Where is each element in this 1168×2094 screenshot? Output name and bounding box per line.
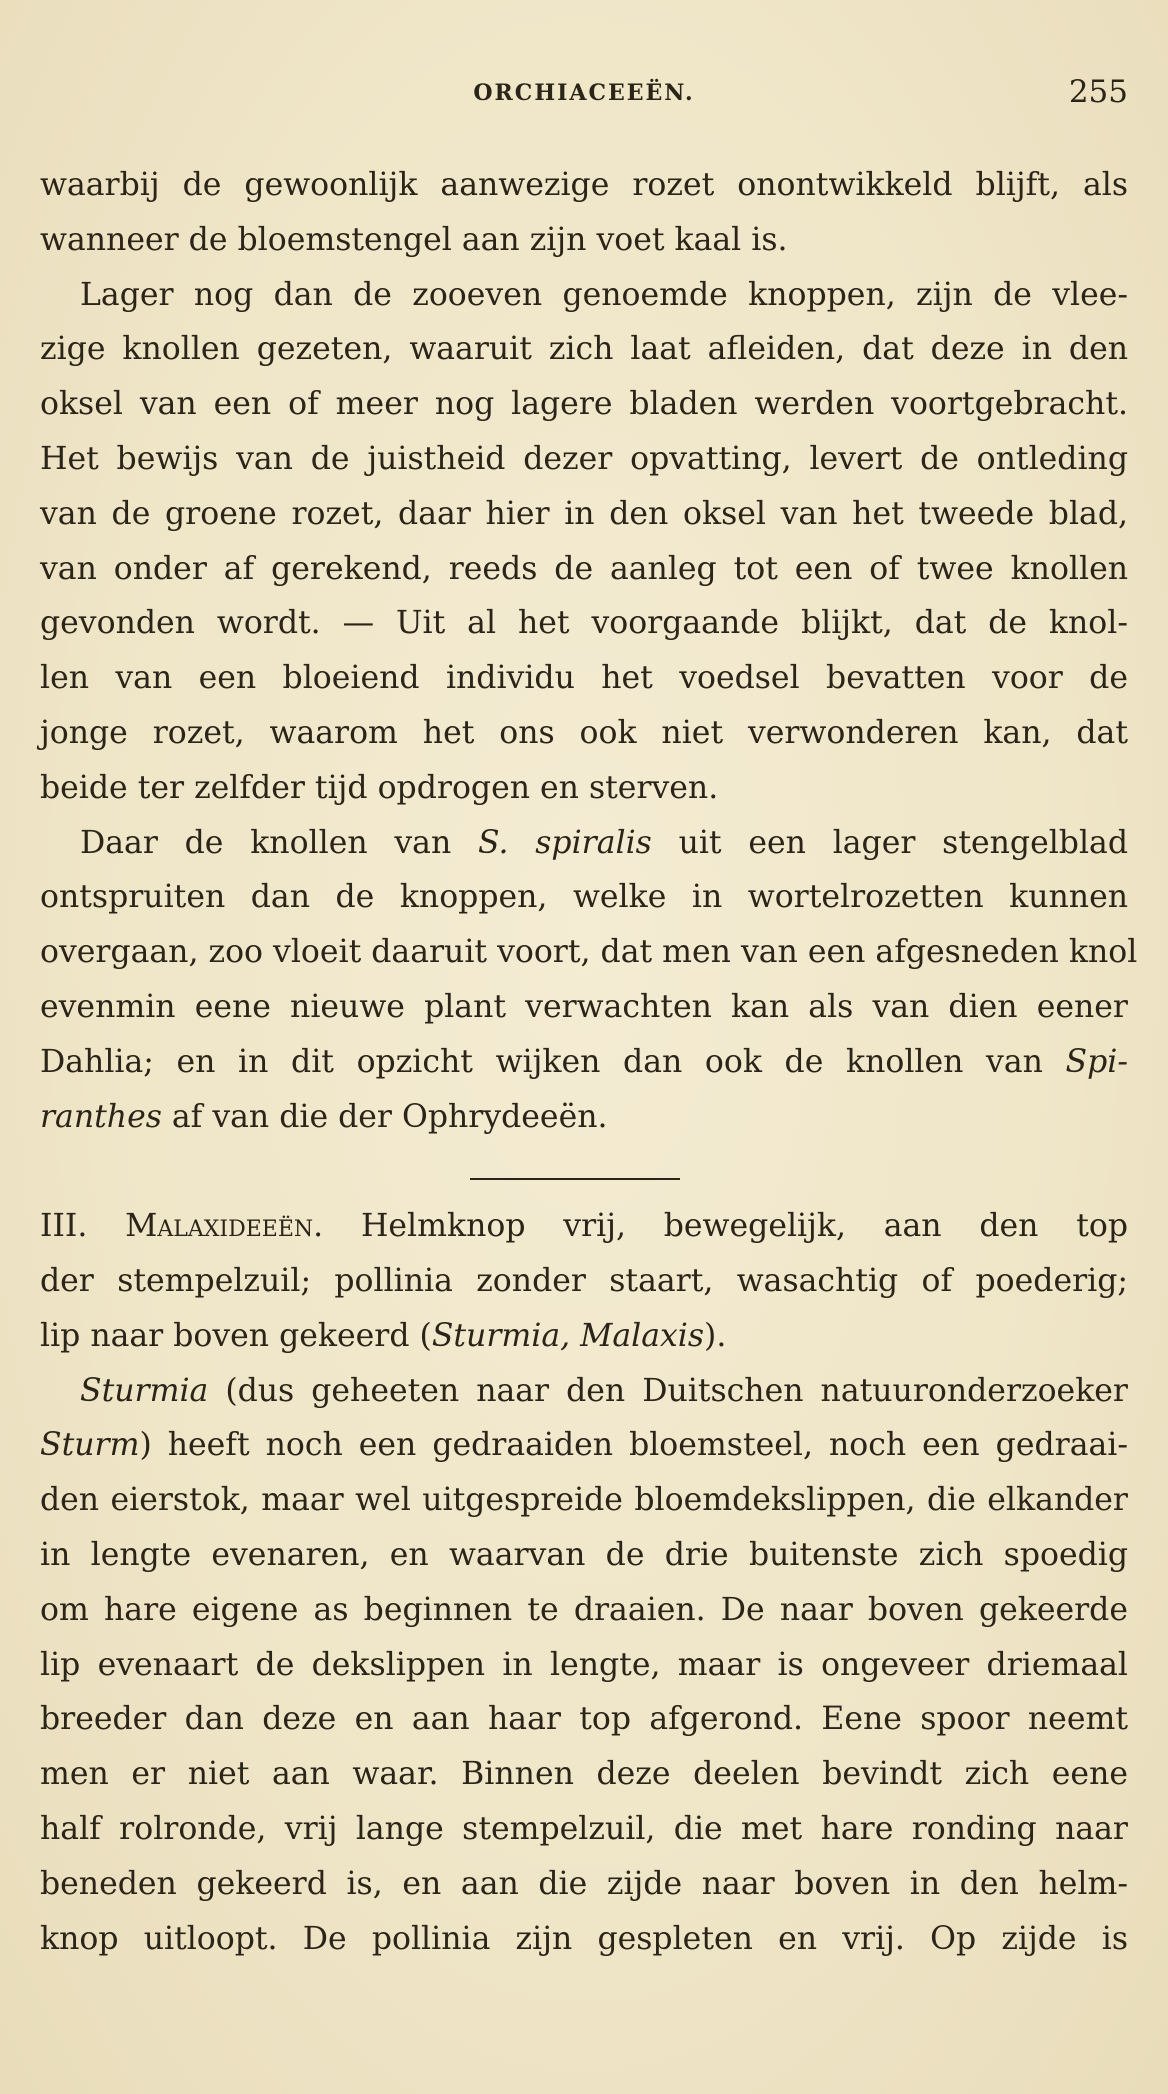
text-run: men er niet aan waar. Binnen deze deelen bevindt zich eene [40, 1756, 1128, 1793]
text-line [40, 377, 1128, 432]
body-text [40, 158, 1138, 1966]
text-line [40, 870, 1128, 925]
text-line [40, 1035, 1128, 1090]
text-run: om hare eigene as beginnen te draaien. De naar boven gekeerde [40, 1591, 1128, 1628]
italic-text: Spi- [1065, 1043, 1128, 1080]
text-run: gevonden wordt. — Uit al het voorgaande blijkt, dat de knol- [40, 605, 1128, 642]
text-run: ) heeft noch een gedraaiden bloemsteel, noch een gedraai- [139, 1427, 1128, 1464]
paragraph-first-line [40, 268, 1128, 323]
page-number: 255 [1068, 74, 1128, 110]
text-line [40, 1638, 1128, 1693]
section-divider [40, 1144, 1128, 1199]
text-run: Daar de knollen van [80, 824, 479, 861]
text-line [40, 1802, 1128, 1857]
page-header [40, 74, 1128, 114]
text-run: oksel van een of meer nog lagere bladen werden voortgebracht. [40, 386, 1128, 423]
text-line [40, 596, 1128, 651]
text-line [40, 761, 1128, 816]
text-line [40, 1418, 1128, 1473]
section-heading: Malaxideeën [125, 1208, 314, 1245]
text-line [40, 980, 1128, 1035]
text-run: van onder af gerekend, reeds de aanleg tot een of twee knollen [40, 550, 1128, 587]
text-run: len van een bloeiend individu het voedsel bevatten voor de [40, 660, 1128, 697]
text-run: den eierstok, maar wel uitgespreide bloemdekslippen, die elkander [40, 1482, 1128, 1519]
text-run: jonge rozet, waarom het ons ook niet verwonderen kan, dat [40, 714, 1128, 751]
text-run: Dahlia; en in dit opzicht wijken dan ook de knollen van [40, 1043, 1066, 1080]
text-run: lip evenaart de dekslippen in lengte, maar is ongeveer driemaal [40, 1646, 1128, 1683]
text-line [40, 1583, 1128, 1638]
text-line [40, 1857, 1128, 1912]
text-line [40, 487, 1128, 542]
text-run: der stempelzuil; pollinia zonder staart, wasachtig of poederig; [40, 1262, 1128, 1299]
paragraph-first-line [40, 1364, 1128, 1419]
italic-text: Sturm [40, 1427, 140, 1464]
text-run: beneden gekeerd is, en aan die zijde naar boven in den helm- [40, 1865, 1128, 1902]
text-run: evenmin eene nieuwe plant verwachten kan als van dien eener [40, 988, 1128, 1025]
text-line [40, 322, 1128, 377]
text-line [40, 1912, 1128, 1967]
text-run: zige knollen gezeten, waaruit zich laat afleiden, dat deze in den [40, 331, 1128, 368]
text-line [40, 651, 1128, 706]
text-run: III. [40, 1208, 126, 1245]
text-run: van de groene rozet, daar hier in den oksel van het tweede blad, [40, 495, 1128, 532]
text-line [40, 1528, 1128, 1583]
text-line [40, 925, 1138, 980]
text-run: overgaan, zoo vloeit daaruit voort, dat men van een afgesneden knol [40, 934, 1138, 971]
text-run: half rolronde, vrij lange stempelzuil, die met hare ronding naar [40, 1810, 1128, 1847]
text-run: wanneer de bloemstengel aan zijn voet kaal is. [40, 221, 788, 258]
text-run: ). [704, 1317, 727, 1354]
italic-text: S. spiralis [478, 824, 652, 861]
text-line [40, 158, 1128, 213]
running-title: ORCHIACEEËN. [473, 80, 695, 106]
text-run: (dus geheeten naar den Duitschen natuuronderzoeker [208, 1372, 1128, 1409]
text-line [40, 1692, 1128, 1747]
text-run: in lengte evenaren, en waarvan de drie buitenste zich spoedig [40, 1536, 1128, 1573]
text-line [40, 213, 1128, 268]
text-line [40, 1254, 1128, 1309]
text-line [40, 706, 1128, 761]
italic-text: ranthes [40, 1098, 162, 1135]
text-run: waarbij de gewoonlijk aanwezige rozet onontwikkeld blijft, als [40, 167, 1128, 203]
text-line [40, 542, 1128, 597]
text-run: Het bewijs van de juistheid dezer opvatting, levert de ontleding [40, 440, 1128, 477]
text-run: ontspruiten dan de knoppen, welke in wortelrozetten kunnen [40, 879, 1128, 916]
text-run: beide ter zelfder tijd opdrogen en sterven. [40, 769, 719, 806]
text-run: Lager nog dan de zooeven genoemde knoppen, zijn de vlee- [80, 276, 1128, 313]
text-run: uit een lager stengelblad [651, 824, 1128, 861]
text-run: lip naar boven gekeerd ( [40, 1317, 432, 1354]
text-line [40, 1473, 1128, 1528]
italic-text: Sturmia, Malaxis [431, 1317, 705, 1354]
paragraph-first-line [40, 816, 1128, 871]
text-line [40, 1309, 1128, 1364]
text-run: af van die der Ophrydeeën. [161, 1098, 608, 1135]
text-line [40, 1090, 1128, 1145]
text-line [40, 1199, 1128, 1254]
text-run: . Helmknop vrij, bewegelijk, aan den top [313, 1208, 1128, 1245]
text-run: breeder dan deze en aan haar top afgerond. Eene spoor neemt [40, 1701, 1128, 1738]
text-line [40, 1747, 1128, 1802]
italic-text: Sturmia [80, 1372, 209, 1409]
text-run: knop uitloopt. De pollinia zijn gespleten en vrij. Op zijde is [40, 1920, 1128, 1957]
text-line [40, 432, 1128, 487]
